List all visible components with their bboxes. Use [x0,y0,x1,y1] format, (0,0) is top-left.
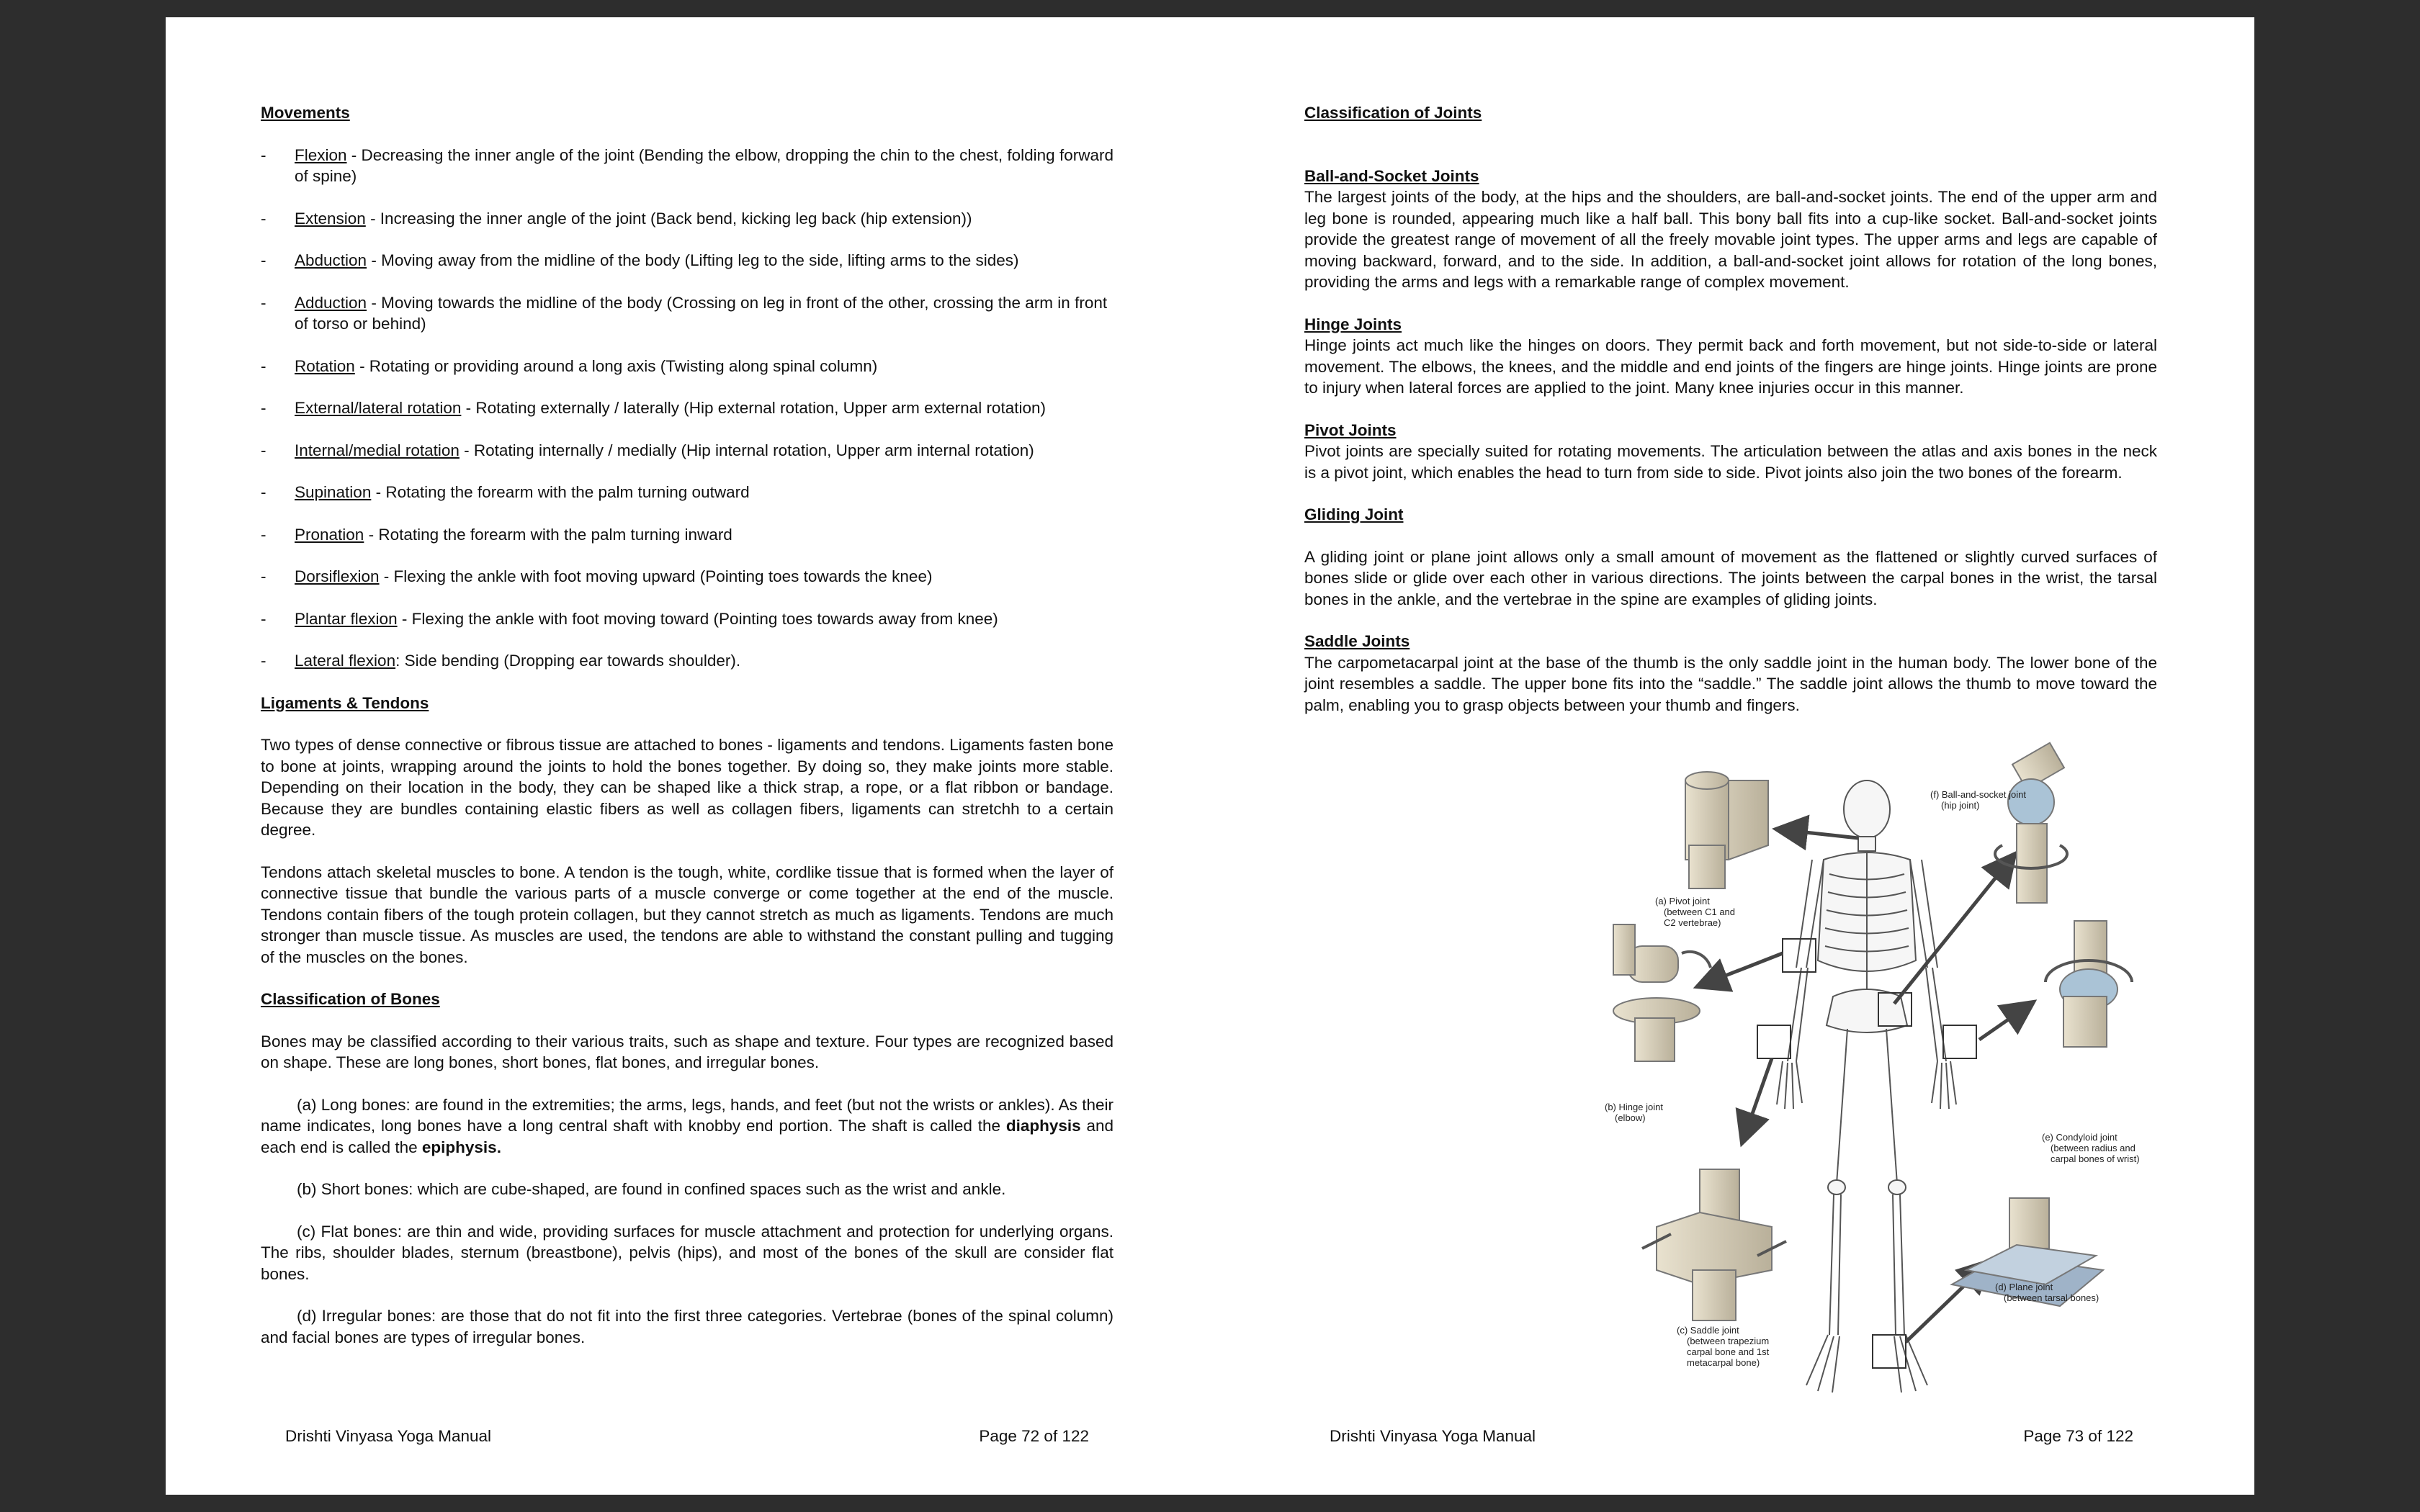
diaphysis-term: diaphysis [1005,1117,1081,1135]
movement-description: - Flexing the ankle with foot moving toward (Pointing toes towards away from knee) [397,609,998,628]
movement-item [261,440,1113,462]
joint-types-figure [1599,737,2161,1418]
page-73 [1210,17,2254,1495]
movement-item [261,524,1113,546]
joints-heading: Classification of Joints [1304,104,1482,122]
movement-item [261,145,1113,187]
movement-description: - Rotating externally / laterally (Hip external rotation, Upper arm external rotation) [461,399,1046,417]
hinge-joint-model [1613,924,1711,1061]
label-saddle: (c) Saddle joint (between trapezium carpal bone and 1st metacarpal bone) [1677,1325,1770,1368]
long-bones-paragraph [261,1094,1113,1158]
movement-item [261,356,1113,377]
movement-description: - Rotating the forearm with the palm turning outward [371,483,750,501]
movement-item [261,292,1113,335]
movement-term: Rotation [295,356,355,375]
ball-socket-text: The largest joints of the body, at the hips and the shoulders, are ball-and-socket joints. The end of the upper arm and leg bone is rounded, appearing much like a half ball. This bony ball fits into a cup-like socket. Ball-and-socket joints provide the greatest range of movement of all the freely movable joint types. The upper arms and legs are capable of moving backward, forward, and to the side. In addition, a ball-and-socket joint allows for rotation of the long bones, providing the arms and legs with a remarkable range of complex movement. [1304,188,2157,291]
pivot-joint-model [1685,772,1768,888]
movement-description: - Flexing the ankle with foot moving upward (Pointing toes towards the knee) [379,567,933,585]
movement-description: - Moving away from the midline of the body (Lifting leg to the side, lifting arms to the sides) [367,251,1019,269]
movement-item [261,482,1113,503]
hinge-title: Hinge Joints [1304,315,1402,333]
movement-term: Dorsiflexion [295,567,380,585]
movement-term: Extension [295,209,366,228]
movement-term: Supination [295,483,372,501]
movement-term: Adduction [295,293,367,312]
movement-item [261,208,1113,230]
ball-socket-title: Ball-and-Socket Joints [1304,166,1479,185]
footer-title: Drishti Vinyasa Yoga Manual [1330,1427,1536,1445]
page-number: Page 73 of 122 [2023,1427,2133,1445]
epiphysis-term: epiphysis. [421,1138,501,1156]
movement-description: - Rotating the forearm with the palm turning inward [364,525,732,544]
hinge-text: Hinge joints act much like the hinges on doors. They permit back and forth movement, but not side-to-side or lateral movement. The elbows, the knees, and the middle and end joints of the fingers are hinge joints. Hinge joints are prone to injury when lateral forces are applied to the joint. Many knee injuries occur in this manner. [1304,336,2157,397]
page-number: Page 72 of 122 [979,1427,1089,1445]
page-72 [166,17,1210,1495]
movement-description: - Moving towards the midline of the body (Crossing on leg in front of the other, crossing the arm in front of torso or behind) [295,293,1108,333]
ball-socket-model [1995,743,2067,903]
movement-term: Pronation [295,525,364,544]
movement-item [261,250,1113,271]
saddle-text: The carpometacarpal joint at the base of the thumb is the only saddle joint in the human body. The lower bone of the joint resembles a saddle. The upper bone fits into the “saddle.” The saddle joint allows the thumb to move toward the palm, enabling you to grasp objects between your thumb and fingers. [1304,653,2157,714]
gliding-title: Gliding Joint [1304,505,1404,523]
label-condyloid: (e) Condyloid joint (between radius and carpal bones of wrist) [2042,1132,2140,1164]
label-plane: (d) Plane joint (between tarsal bones) [1995,1282,2099,1303]
footer-title: Drishti Vinyasa Yoga Manual [285,1427,492,1445]
pivot-text: Pivot joints are specially suited for rotating movements. The articulation between the atlas and axis bones in the neck is a pivot joint, which enables the head to turn from side to side. Pivot joints also join the two bones of the forearm. [1304,442,2157,482]
page-72-content [261,102,1113,1348]
gliding-text: A gliding joint or plane joint allows only a small amount of movement as the flattened or slightly curved surfaces of bones slide or glide over each other in various directions. The joints between the carpal bones in the wrist, the tarsal bones in the ankle, and the vertebrae in the spine are examples of gliding joints. [1304,547,2157,608]
condyloid-joint-model [2045,921,2132,1047]
movement-description: - Decreasing the inner angle of the joint (Bending the elbow, dropping the chin to the chest, folding forward of spine) [295,145,1113,185]
saddle-joint-model [1642,1169,1786,1320]
tendons-paragraph: Tendons attach skeletal muscles to bone. A tendon is the tough, white, cordlike tissue that is formed when the layer of connective tissue that bundle the various parts of a muscle converge or come together at the end of the muscle. Tendons contain fibers of the tough protein collagen, but they cannot stretch as much as ligaments. Tendons are much stronger than muscle tissue. As muscles are used, the tendons are able to withstand the constant pulling and tugging of the muscles on the bones. [261,863,1113,966]
movement-description: - Rotating internally / medially (Hip internal rotation, Upper arm internal rotation) [459,441,1034,459]
movement-term: Internal/medial rotation [295,441,460,459]
movement-term: Abduction [295,251,367,269]
movement-term: Flexion [295,145,347,164]
movement-description: - Increasing the inner angle of the joint (Back bend, kicking leg back (hip extension)) [365,209,972,228]
movement-description: - Rotating or providing around a long axis (Twisting along spinal column) [354,356,878,375]
label-hinge: (b) Hinge joint (elbow) [1605,1102,1663,1123]
ligaments-heading: Ligaments & Tendons [261,693,429,712]
saddle-title: Saddle Joints [1304,632,1410,650]
movement-item [261,650,1113,672]
movement-term: Lateral flexion [295,652,396,670]
movement-description: : Side bending (Dropping ear towards shoulder). [395,652,741,670]
long-bones-text: (a) Long bones: are found in the extremities; the arms, legs, hands, and feet (but not the wrists or ankles). As their name indicates, long bones have a long central shaft with knobby end portion. The shaft is called the [261,1095,1113,1135]
movements-list [261,145,1113,672]
page-73-content [1304,102,2157,716]
movement-term: External/lateral rotation [295,399,462,417]
pivot-title: Pivot Joints [1304,420,1397,439]
ligaments-paragraph: Two types of dense connective or fibrous tissue are attached to bones - ligaments and tendons. Ligaments fasten bone to bone at joints, wrapping around the joints to hold the bones together. By doing so, they make joints more stable. Depending on their location in the body, they can be shaped like a thick strap, a rope, or a flat ribbon or bandage. Because they are bundles containing elastic fibers as well as collagen fibers, ligaments can stretchh to a certain degree. [261,736,1113,839]
movement-item [261,566,1113,588]
document-spread [166,17,2254,1495]
label-ball-socket: (f) Ball-and-socket joint (hip joint) [1930,789,2026,811]
short-bones-paragraph: (b) Short bones: which are cube-shaped, are found in confined spaces such as the wrist and ankle. [297,1180,1006,1198]
skeleton-illustration [1777,780,1956,1392]
movement-term: Plantar flexion [295,609,398,628]
movement-item [261,397,1113,419]
movements-heading: Movements [261,104,350,122]
movement-item [261,608,1113,630]
long-bones-text-2: and each end is called the [261,1117,1114,1156]
irregular-bones-paragraph: (d) Irregular bones: are those that do not fit into the first three categories. Vertebrae (bones of the spinal column) and facial bones are types of irregular bones. [261,1307,1113,1346]
bones-intro: Bones may be classified according to their various traits, such as shape and texture. Four types are recognized based on shape. These are long bones, short bones, flat bones, and irregular bones. [261,1032,1113,1071]
flat-bones-paragraph: (c) Flat bones: are thin and wide, providing surfaces for muscle attachment and protection for underlying organs. The ribs, shoulder blades, sternum (breastbone), pelvis (hips), and most of the bones of the skull are consider flat bones. [261,1222,1113,1283]
label-pivot: (a) Pivot joint (between C1 and C2 vertebrae) [1655,896,1736,928]
bones-heading: Classification of Bones [261,990,440,1008]
